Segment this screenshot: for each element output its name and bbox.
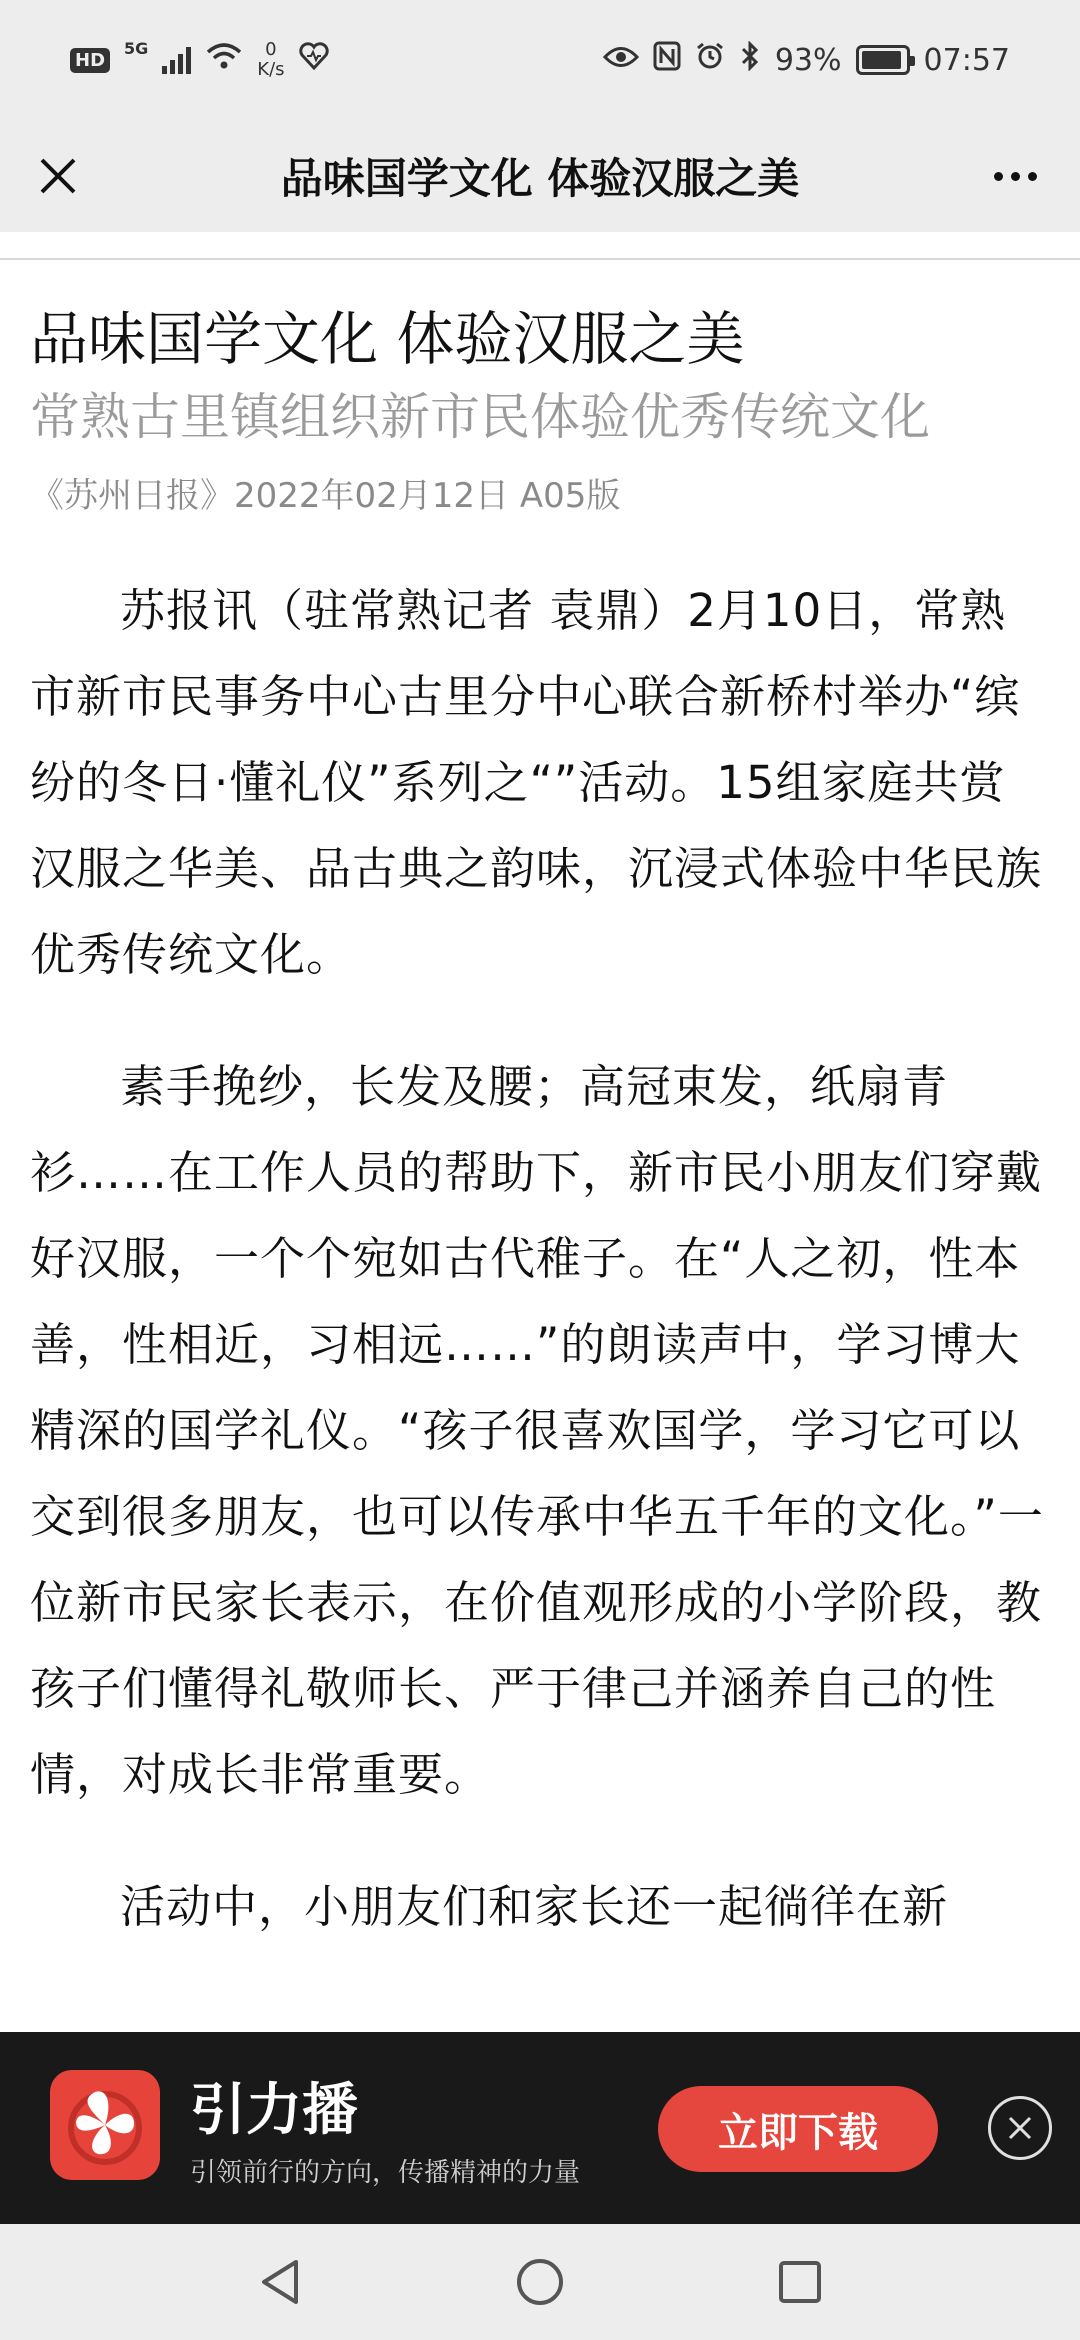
page-title: 品味国学文化 体验汉服之美 [280, 154, 800, 203]
bluetooth-icon [739, 41, 761, 79]
eye-icon [603, 43, 639, 78]
ad-app-name: 引力播 [190, 2078, 358, 2143]
ad-slogan: 引领前行的方向，传播精神的力量 [190, 2158, 581, 2188]
download-button[interactable]: 立即下载 [658, 2086, 938, 2172]
ad-banner[interactable] [0, 2032, 1080, 2224]
speed-unit: K/s [257, 59, 285, 80]
status-left [70, 40, 329, 80]
network-speed [257, 40, 284, 80]
hd-badge: HD [70, 48, 110, 73]
battery-fill [862, 51, 901, 69]
wifi-icon [205, 41, 243, 79]
article-paragraph: 苏报讯（驻常熟记者 袁鼎）2月10日，常熟市新市民事务中心古里分中心联合新桥村举办“缤纷的冬日·懂礼仪”系列之“”活动。15组家庭共赏汉服之华美、品古典之韵味，沉浸式体验中华民族优秀传统文化。 [30, 584, 1043, 981]
alarm-icon [695, 41, 725, 79]
recents-icon [778, 2260, 822, 2304]
battery-icon [856, 45, 910, 75]
network-type: 5G [124, 38, 149, 58]
speed-value: 0 [265, 39, 277, 60]
home-icon [515, 2257, 565, 2307]
article-paragraph: 活动中，小朋友们和家长还一起徜徉在新 [120, 1880, 949, 1933]
divider [0, 258, 1080, 260]
recents-button[interactable] [760, 2242, 840, 2322]
article-source: 《苏州日报》2022年02月12日 A05版 [30, 476, 621, 516]
ad-close-button[interactable] [988, 2096, 1052, 2160]
battery-percent: 93% [774, 42, 842, 78]
back-icon [258, 2258, 302, 2306]
back-button[interactable] [240, 2242, 320, 2322]
nfc-icon [653, 41, 681, 79]
article [30, 300, 1050, 1996]
status-bar [0, 0, 1080, 120]
more-button[interactable] [980, 148, 1050, 204]
article-paragraph: 素手挽纱，长发及腰；高冠束发，纸扇青衫……在工作人员的帮助下，新市民小朋友们穿戴好汉服，一个个宛如古代稚子。在“人之初，性本善，性相近，习相远……”的朗读声中，学习博大精深的国学礼仪。“孩子很喜欢国学，学习它可以交到很多朋友，也可以传承中华五千年的文化。”一位新市民家长表示，在价值观形成的小学阶段，教孩子们懂得礼敬师长、严于律己并涵养自己的性情，对成长非常重要。 [30, 1060, 1044, 1801]
heart-icon [299, 42, 329, 78]
close-icon [1005, 2113, 1035, 2143]
status-right [603, 41, 1010, 79]
article-subtitle: 常熟古里镇组织新市民体验优秀传统文化 [30, 388, 930, 446]
clock: 07:57 [923, 42, 1010, 78]
navigation-bar [0, 2224, 1080, 2340]
more-icon [994, 172, 1003, 181]
app-logo-icon [50, 2070, 160, 2180]
close-button[interactable] [30, 148, 86, 204]
article-title: 品味国学文化 体验汉服之美 [30, 305, 745, 373]
close-icon [38, 156, 78, 196]
home-button[interactable] [500, 2242, 580, 2322]
article-body [30, 568, 1050, 1950]
signal-icon [162, 46, 191, 74]
title-bar [0, 120, 1080, 232]
